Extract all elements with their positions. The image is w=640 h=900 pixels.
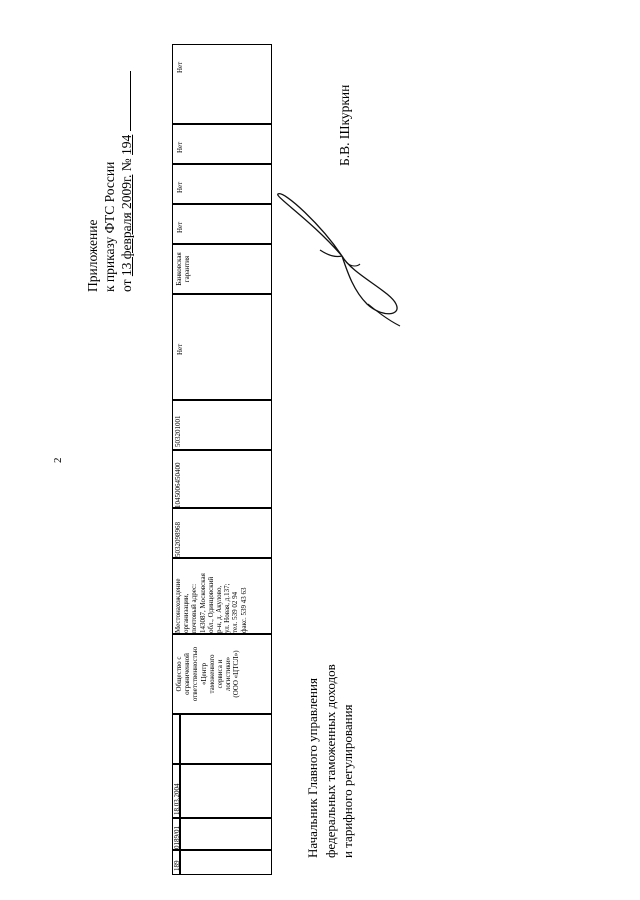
org-name-line: (ООО «ЦТСЛ») <box>232 650 241 698</box>
address-line: 143087, Московская <box>198 573 207 633</box>
order-blank-line <box>118 71 131 131</box>
inn-value: 5032098968 <box>174 522 182 557</box>
registration-number: 0189/01 <box>173 826 181 849</box>
table-cell-row-no <box>172 850 180 875</box>
address-line: тел. 539 02 94 <box>231 591 240 633</box>
table-cell-date <box>172 764 180 818</box>
signatory-name: Б.В. Шкуркин <box>337 84 352 166</box>
table-cell-ogrn <box>172 450 272 508</box>
registration-date: 18.03.2004 <box>173 783 181 815</box>
kpp-value: 503201001 <box>174 415 182 447</box>
address-line: ул. Новая, д.137; <box>223 583 232 633</box>
guarantee-line: гарантия <box>183 255 192 283</box>
table-cell-address <box>172 558 272 634</box>
page-number: 2 <box>52 457 64 463</box>
table-cell-empty <box>180 818 272 850</box>
ogrn-value: 1045006450400 <box>174 462 182 508</box>
guarantee-line: Банковская <box>175 252 183 286</box>
org-name-line: ответственностью <box>191 646 200 702</box>
col-d-value: Нет <box>176 141 184 153</box>
org-name-line: «Центр <box>199 662 208 686</box>
appendix-header <box>84 71 135 292</box>
order-number: 194 <box>119 134 134 155</box>
table-cell-org-name <box>172 634 272 714</box>
table-cell-reg-no <box>172 818 180 850</box>
registry-table <box>172 44 272 875</box>
table-cell-col-d <box>172 124 272 164</box>
signatory-title-line: федеральных таможенных доходов <box>322 664 338 858</box>
table-cell-col-a <box>172 294 272 400</box>
address-line: Местонахождение <box>174 578 182 633</box>
address-line: р-н, д. Акулово, <box>215 585 224 633</box>
row-number: 189 <box>173 860 181 871</box>
table-cell-guarantee <box>172 244 272 294</box>
table-cell-col-e <box>172 44 272 124</box>
address-line: обл., Одинцовский <box>206 576 215 633</box>
col-c-value: Нет <box>176 181 184 193</box>
order-date-line <box>118 71 135 292</box>
signatory-title-line: и тарифного регулирования <box>340 704 355 858</box>
order-prefix: от <box>119 279 134 292</box>
table-cell-empty <box>180 714 272 764</box>
col-b-value: Нет <box>176 221 184 233</box>
order-date: 13 февраля 2009г. <box>119 174 134 277</box>
signatory-title <box>304 664 357 858</box>
address-line: факс. 539 43 63 <box>239 587 248 633</box>
table-cell-col-b <box>172 204 272 244</box>
org-name-line: сервиса и <box>216 659 225 689</box>
col-a-value: Нет <box>176 343 184 355</box>
signatory-title-line: Начальник Главного управления <box>305 678 320 858</box>
table-cell-inn <box>172 508 272 558</box>
org-name-line: таможенного <box>207 654 216 694</box>
col-e-value: Нет <box>176 61 184 73</box>
order-number-label: № <box>119 158 134 172</box>
table-cell-empty <box>180 764 272 818</box>
organization-address <box>174 573 248 633</box>
address-line: почтовый адрес: <box>190 583 199 633</box>
table-cell-empty <box>180 850 272 875</box>
table-cell-col-c <box>172 164 272 204</box>
org-name-line: ограниченной <box>183 653 192 695</box>
guarantee-value <box>175 249 191 289</box>
org-name-line: логистики» <box>224 656 233 692</box>
table-cell-kpp <box>172 400 272 450</box>
appendix-title: Приложение <box>85 219 100 292</box>
signature <box>272 186 407 328</box>
address-line: организации, <box>182 593 191 633</box>
table-cell-empty <box>172 714 180 764</box>
order-reference: к приказу ФТС России <box>102 161 117 292</box>
organization-name <box>175 639 241 709</box>
org-name-line: Общество с <box>175 656 183 692</box>
